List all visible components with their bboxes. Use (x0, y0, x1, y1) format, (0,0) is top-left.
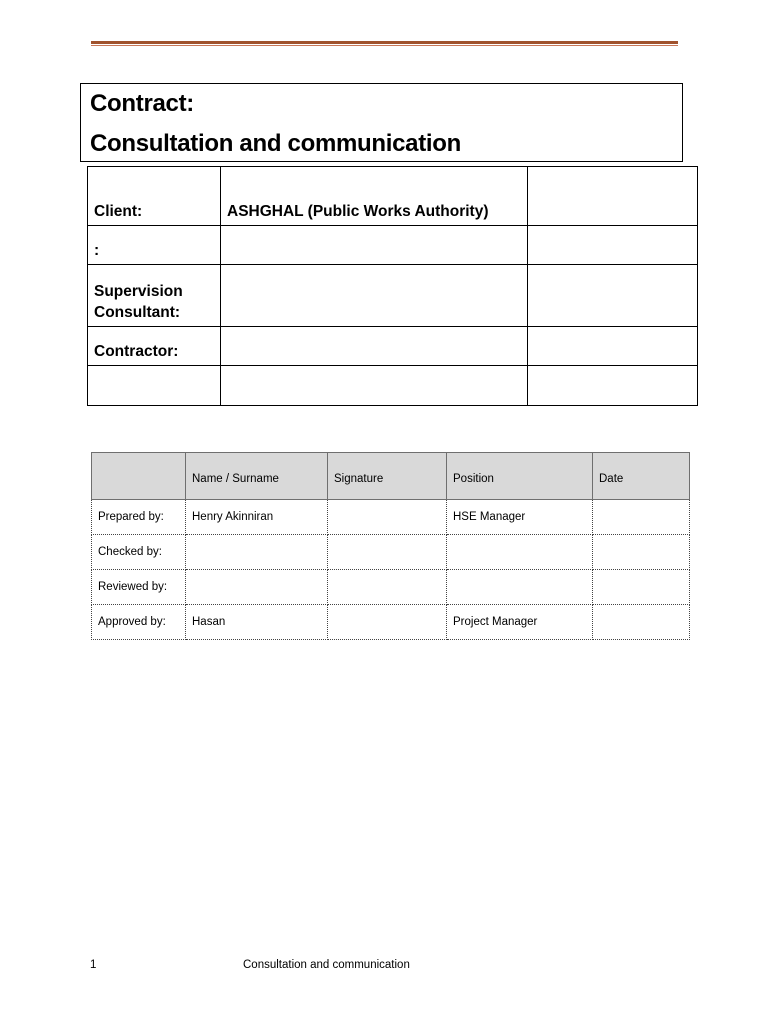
name-cell: Henry Akinniran (186, 500, 328, 535)
signature-cell (328, 535, 447, 570)
header-cell: Position (447, 453, 593, 500)
header-rule-thin (91, 45, 678, 46)
date-cell (593, 605, 690, 640)
info-extra (528, 366, 698, 406)
table-row (88, 265, 698, 327)
header-cell: Signature (328, 453, 447, 500)
signature-cell (328, 605, 447, 640)
table-row (92, 570, 690, 605)
name-cell: Hasan (186, 605, 328, 640)
footer-title: Consultation and communication (243, 959, 410, 971)
table-row (92, 605, 690, 640)
header-cell (92, 453, 186, 500)
info-value (221, 327, 528, 366)
table-row (88, 226, 698, 265)
header-cell: Date (593, 453, 690, 500)
title-box (80, 83, 683, 162)
header-rule (91, 41, 678, 47)
name-cell (186, 570, 328, 605)
signature-cell (328, 500, 447, 535)
role-cell: Approved by: (92, 605, 186, 640)
position-cell (447, 570, 593, 605)
table-header-row (92, 453, 690, 500)
page-number: 1 (90, 959, 97, 971)
document-title: Consultation and communication (90, 130, 462, 157)
position-cell: HSE Manager (447, 500, 593, 535)
info-label (88, 366, 221, 406)
info-label: Supervision Consultant: (88, 265, 221, 327)
info-label: Client: (88, 167, 221, 226)
date-cell (593, 500, 690, 535)
header-cell: Name / Surname (186, 453, 328, 500)
table-row (88, 167, 698, 226)
info-extra (528, 226, 698, 265)
role-cell: Checked by: (92, 535, 186, 570)
table-row (92, 535, 690, 570)
table-row (88, 366, 698, 406)
date-cell (593, 535, 690, 570)
contract-info-table (87, 166, 698, 406)
approval-table (91, 452, 690, 640)
info-extra (528, 327, 698, 366)
role-cell: Prepared by: (92, 500, 186, 535)
role-cell: Reviewed by: (92, 570, 186, 605)
contract-heading: Contract: (90, 90, 194, 117)
position-cell: Project Manager (447, 605, 593, 640)
info-value (221, 226, 528, 265)
header-rule-thick (91, 41, 678, 44)
info-extra (528, 167, 698, 226)
info-extra (528, 265, 698, 327)
info-value: ASHGHAL (Public Works Authority) (221, 167, 528, 226)
info-label: Contractor: (88, 327, 221, 366)
table-row (92, 500, 690, 535)
table-row (88, 327, 698, 366)
info-value (221, 265, 528, 327)
date-cell (593, 570, 690, 605)
position-cell (447, 535, 593, 570)
signature-cell (328, 570, 447, 605)
info-label: : (88, 226, 221, 265)
name-cell (186, 535, 328, 570)
info-value (221, 366, 528, 406)
